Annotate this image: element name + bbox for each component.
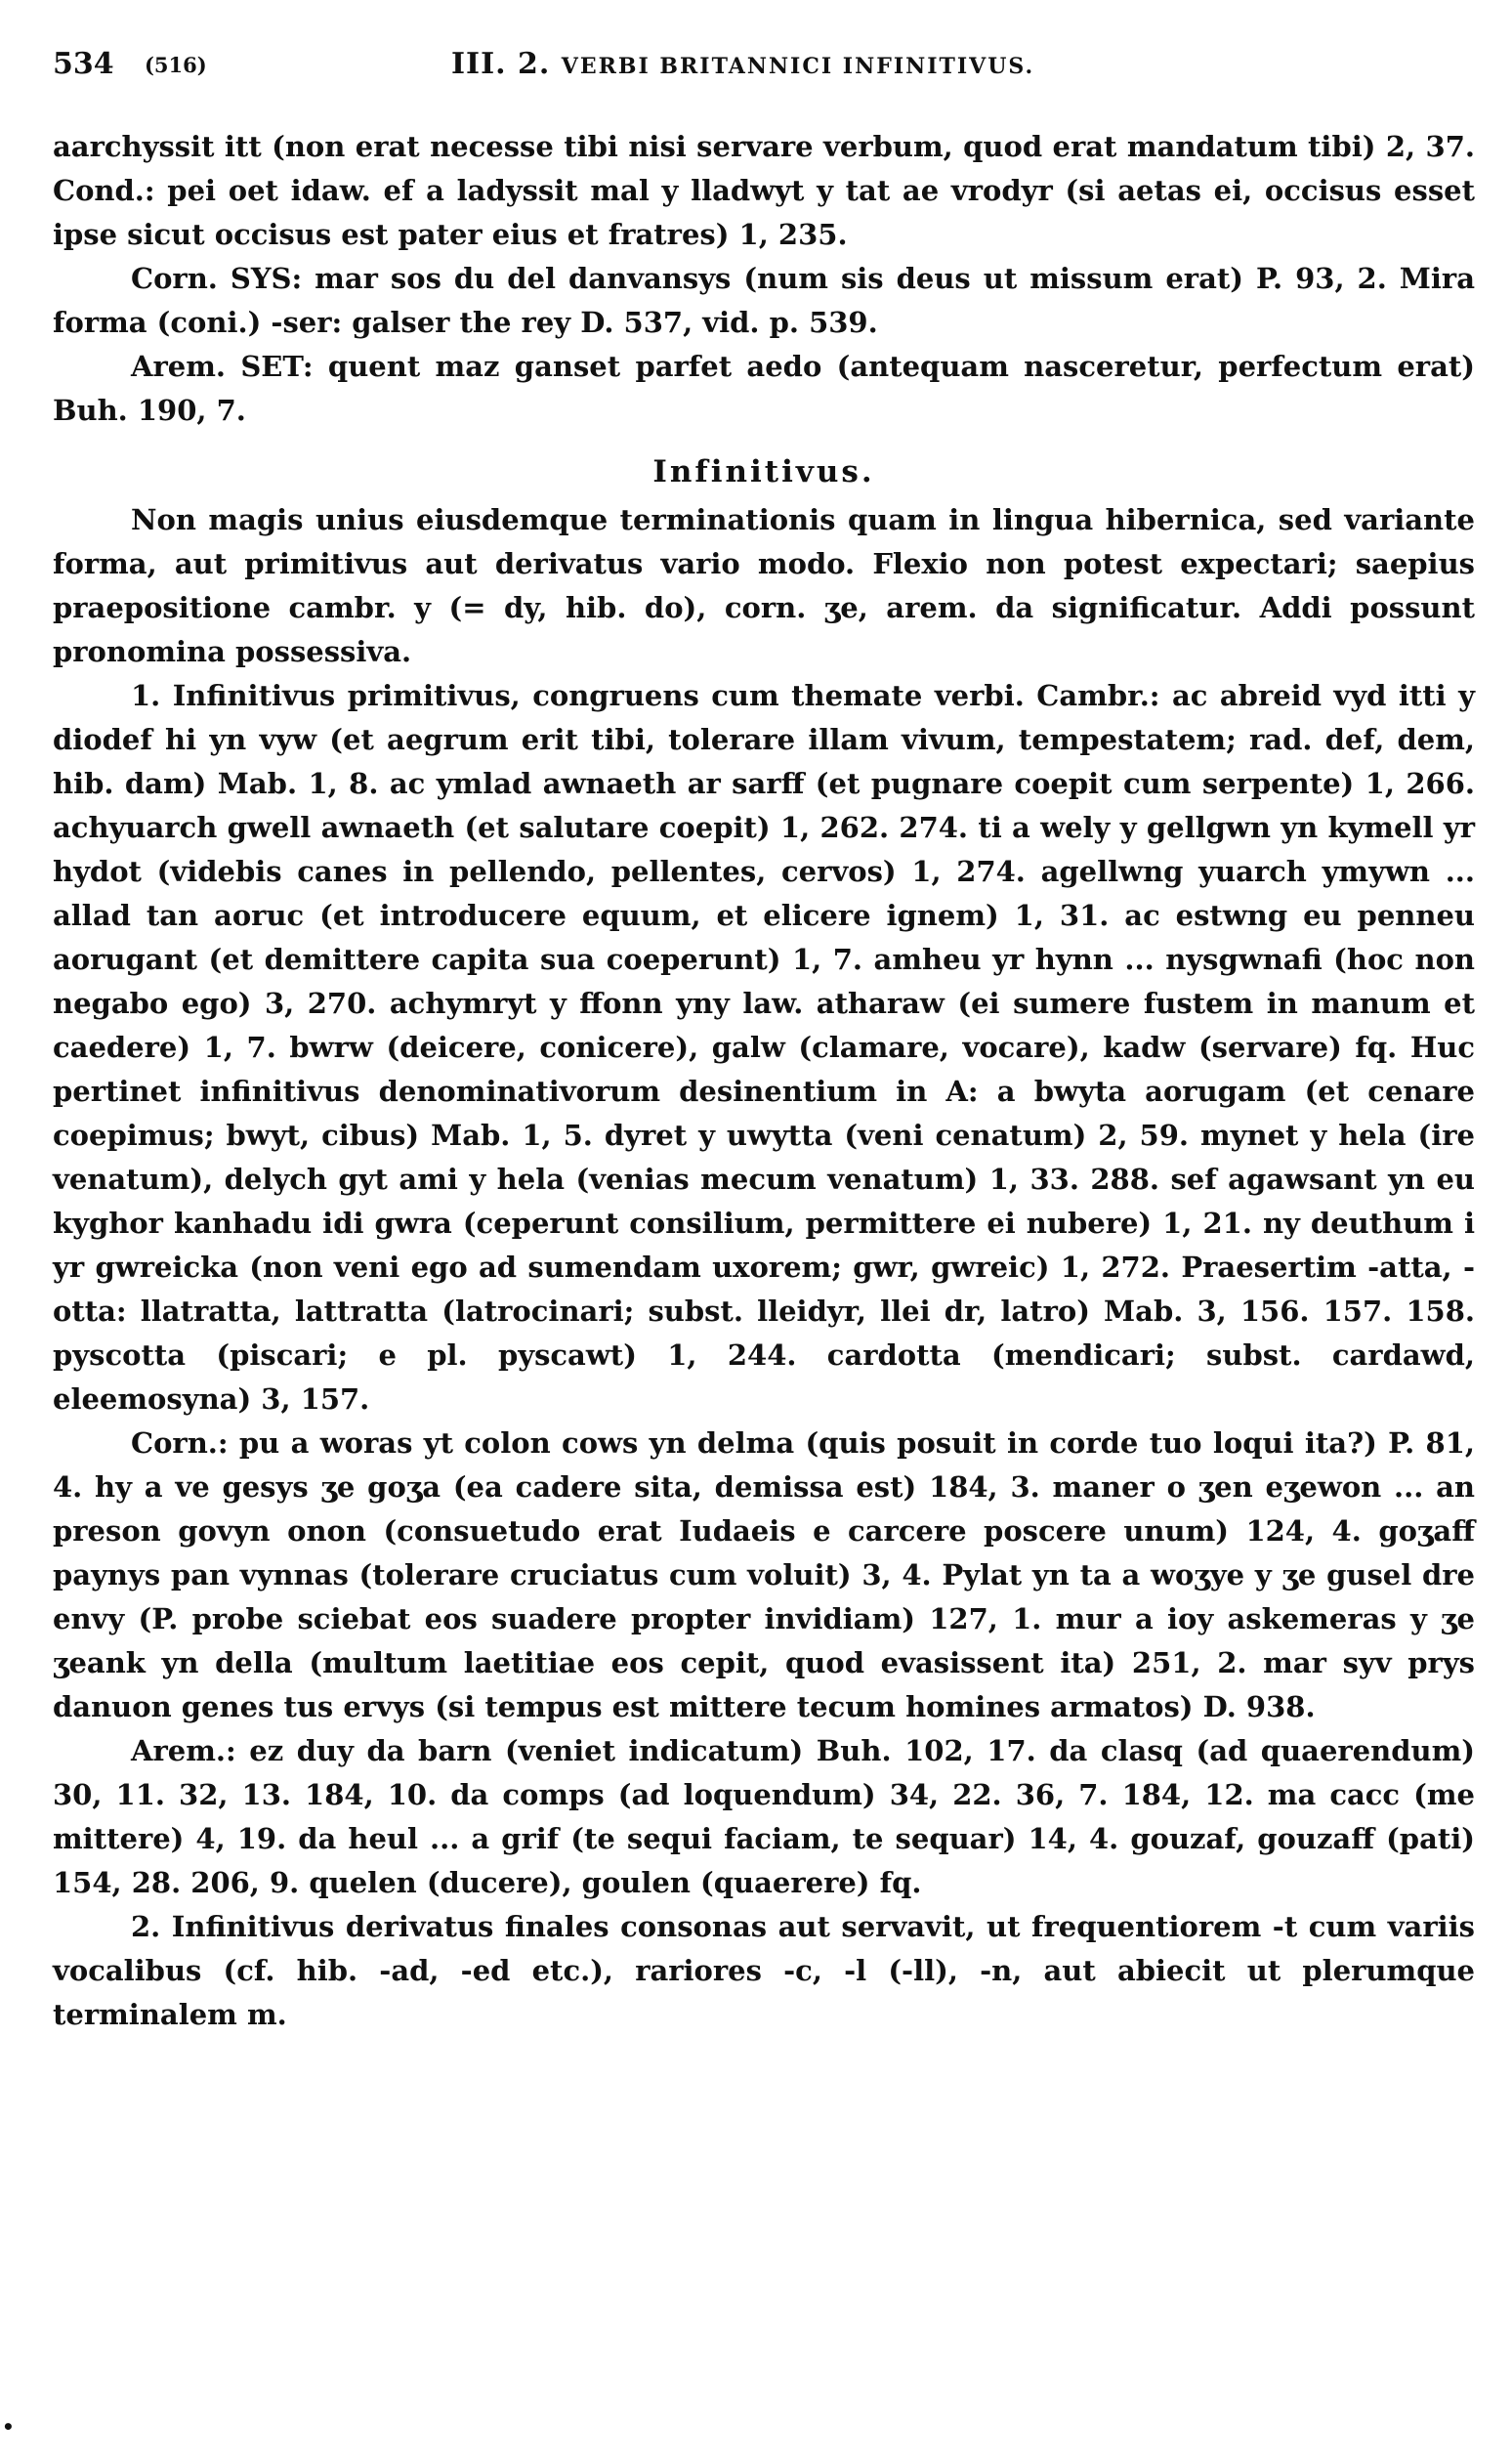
paragraph-aremoric-examples: Arem.: ez duy da barn (veniet indicatum) Buh. 102, 17. da clasq (ad quaerendum) 30, 11. 32, 13. 184, 10. da comps (ad loquendum) 34, 22. 36, 7. 184, 12. ma cacc (me mittere) 4, 19. da heul ... a grif (te sequi faciam, te sequar) 14, 4. gouzaf, gouzaff (pati) 154, 28. 206, 9. quelen (ducere), goulen (quaerere) fq.	[53, 1734, 1475, 1899]
paragraph-cornish-sys: Corn. SYS: mar sos du del danvansys (num sis deus ut missum erat) P. 93, 2. Mira forma (coni.) -ser: galser the rey D. 537, vid. p. 539.	[53, 262, 1475, 339]
paragraph-cornish-examples: Corn.: pu a woras yt colon cows yn delma (quis posuit in corde tuo loqui ita?) P. 81, 4. hy a ve gesys ʒe goʒa (ea cadere sita, demissa est) 184, 3. maner o ʒen eʒewon ... an preson govyn onon (consuetudo erat Iudaeis e carcere poscere unum) 124, 4. goʒaff paynys pan vynnas (tolerare cruciatus cum voluit) 3, 4. Pylat yn ta a woʒye y ʒe gusel dre envy (P. probe sciebat eos suadere propter invidiam) 127, 1. mur a ioy askemeras y ʒe ʒeank yn della (multum laetitiae eos cepit, quod evasissent ita) 251, 2. mar syv prys danuon genes tus ervys (si tempus est mittere tecum homines armatos) D. 938.	[53, 1426, 1475, 1723]
paragraph-infinitivus-primitivus: 1. Infinitivus primitivus, congruens cum themate verbi. Cambr.: ac abreid vyd itti y diodef hi yn vyw (et aegrum erit tibi, tolerare illam vivum, tempestatem; rad. def, dem, hib. dam) Mab. 1, 8. ac ymlad awnaeth ar sarff (et pugnare coepit cum serpente) 1, 266. achyuarch gwell awnaeth (et salutare coepit) 1, 262. 274. ti a wely y gellgwn yn kymell yr hydot (videbis canes in pellendo, pellentes, cervos) 1, 274. agellwng yuarch ymywn ... allad tan aoruc (et introducere equum, et elicere ignem) 1, 31. ac estwng eu penneu aorugant (et demittere capita sua coeperunt) 1, 7. amheu yr hynn ... nysgwnafi (hoc non negabo ego) 3, 270. achymryt y ffonn yny law. atharaw (ei sumere fustem in manum et caedere) 1, 7. bwrw (deicere, conicere), galw (clamare, vocare), kadw (servare) fq. Huc pertinet infinitivus denominativorum desinentium in A: a bwyta aorugam (et cenare coepimus; bwyt, cibus) Mab. 1, 5. dyret y uwytta (veni cenatum) 2, 59. mynet y hela (ire venatum), delych gyt ami y hela (venias mecum venatum) 1, 33. 288. sef agawsant yn eu kyghor kanhadu idi gwra (ceperunt consilium, permittere ei nubere) 1, 21. ny deuthum i yr gwreicka (non veni ego ad sumendam uxorem; gwr, gwreic) 1, 272. Praesertim -atta, -otta: llatratta, lattratta (latrocinari; subst. lleidyr, llei dr, latro) Mab. 3, 156. 157. 158. pyscotta (piscari; e pl. pyscawt) 1, 244. cardotta (mendicari; subst. cardawd, eleemosyna) 3, 157.	[53, 679, 1475, 1416]
page-number: 534	[53, 47, 114, 81]
paragraph-continuation: aarchyssit itt (non erat necesse tibi nisi servare verbum, quod erat mandatum tibi) 2, 37. Cond.: pei oet idaw. ef a ladyssit mal y lladwyt y tat ae vrodyr (si aetas ei, occisus esset ipse sicut occisus est pater eius et fratres) 1, 235.	[53, 130, 1475, 251]
section-heading-infinitivus: Infinitivus.	[652, 454, 875, 489]
section-number: III. 2.	[451, 47, 551, 81]
paragraph-infinitivus-derivatus: 2. Infinitivus derivatus finales consonas aut servavit, ut frequentiorem -t cum variis vocalibus (cf. hib. -ad, -ed etc.), rariores -c, -l (-ll), -n, aut abiecit ut plerumque terminalem m.	[53, 1910, 1475, 2031]
page-header	[53, 47, 1459, 86]
section-title: VERBI BRITANNICI INFINITIVUS.	[561, 54, 1035, 79]
margin-dot: •	[2, 2415, 15, 2439]
page-body	[53, 125, 1475, 2037]
paragraph-aremoric-set: Arem. SET: quent maz ganset parfet aedo (antequam nasceretur, perfectum erat) Buh. 190, 7.	[53, 350, 1475, 427]
original-page-number: (516)	[145, 53, 207, 77]
running-title	[451, 47, 1034, 81]
paragraph-intro: Non magis unius eiusdemque terminationis quam in lingua hibernica, sed variante forma, aut primitivus aut derivatus vario modo. Flexio non potest expectari; saepius praepositione cambr. y (= dy, hib. do), corn. ʒe, arem. da significatur. Addi possunt pronomina possessiva.	[53, 503, 1475, 668]
